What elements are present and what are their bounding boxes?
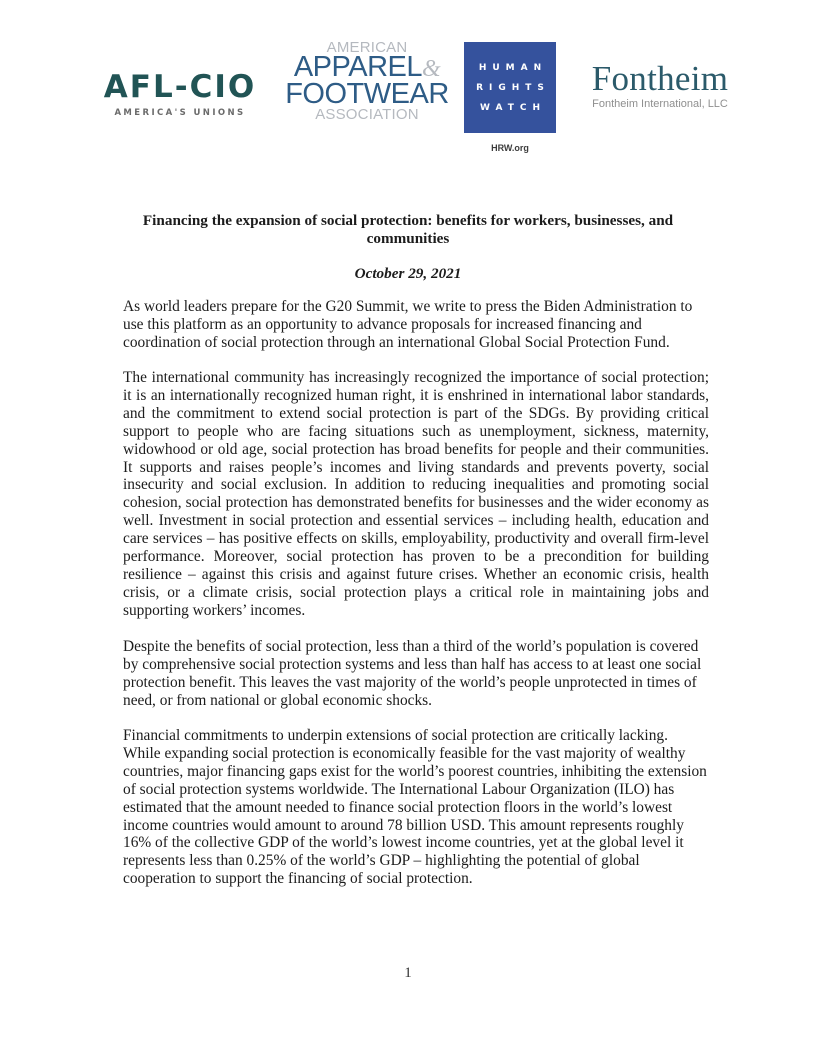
hrw-logo-url: HRW.org [491,143,529,153]
page-number: 1 [404,965,412,981]
paragraph-2: The international community has increasingly recognized the importance of social protection; it is an internationally recognized human right, it is enshrined in international labor standards, and the commitment to extend social protection is part of the SDGs. By providing critical support to people who are facing situations such as unemployment, sickness, maternity, widowhood or old age, social protection has broad benefits for people and their communities. It supports and raises people’s incomes and living standards and prevents poverty, social insecurity and social exclusion. In addition to reducing inequalities and promoting social cohesion, social protection has demonstrated benefits for businesses and the wider economy as well. Investment in social protection and essential services – including health, education and care services – has positive effects on skills, employability, productivity and overall firm-level performance. Moreover, social protection has proven to be a precondition for building resilience – against this crisis and against future crises. Whether an economic crisis, health crisis, or a climate crisis, social protection plays a critical role in maintaining jobs and supporting workers’ incomes. [123,369,709,619]
aflcio-logo-tagline: AMERICA'S UNIONS [114,108,246,118]
hrw-logo-line2: RIGHTS [476,82,550,93]
aflcio-logo [88,70,272,118]
paragraph-4: Financial commitments to underpin extensions of social protection are critically lacking. While expanding social protection is economically feasible for the vast majority of wealthy countries, major financing gaps exist for the world’s poorest countries, inhibiting the extension of social protection systems worldwide. The International Labour Organization (ILO) has estimated that the amount needed to finance social protection floors in the world’s lowest income countries would amount to around 78 billion USD. This amount represents roughly 16% of the collective GDP of the world’s lowest income countries, yet at the global level it represents less than 0.25% of the world’s GDP – highlighting the potential of global cooperation to support the financing of social protection. [123,727,707,888]
aafa-apparel: APPAREL [293,51,422,83]
aafa-logo-line4: ASSOCIATION [315,106,419,123]
document-title: Financing the expansion of social protection: benefits for workers, businesses, and communities [142,212,674,247]
aafa-logo-line3: FOOTWEAR [285,78,449,110]
paragraph-1: As world leaders prepare for the G20 Summit, we write to press the Biden Administration to use this platform as an opportunity to advance proposals for increased financing and coordination of social protection through an international Global Social Protection Fund. [123,298,693,351]
fontheim-logo-name: Fontheim [591,59,729,98]
aflcio-logo-name: AFL-CIO [103,69,257,105]
hrw-logo-line1: HUMAN [478,62,548,73]
fontheim-logo-sub: Fontheim International, LLC [592,98,728,110]
aafa-ampersand: & [421,56,441,82]
logo-header [0,38,816,168]
hrw-logo-line3: WATCH [479,102,547,113]
aafa-logo [282,40,452,122]
hrw-logo-box [464,42,556,133]
aafa-logo-line1: AMERICAN [326,39,408,56]
fontheim-logo [570,60,750,110]
hrw-logo [464,42,556,153]
paragraph-3: Despite the benefits of social protection, less than a third of the world’s population is covered by comprehensive social protection systems and less than half has access to at least one social protection benefit. This leaves the vast majority of the world’s people unprotected in times of need, or from national or global economic shocks. [123,638,702,709]
document-date: October 29, 2021 [354,265,462,282]
